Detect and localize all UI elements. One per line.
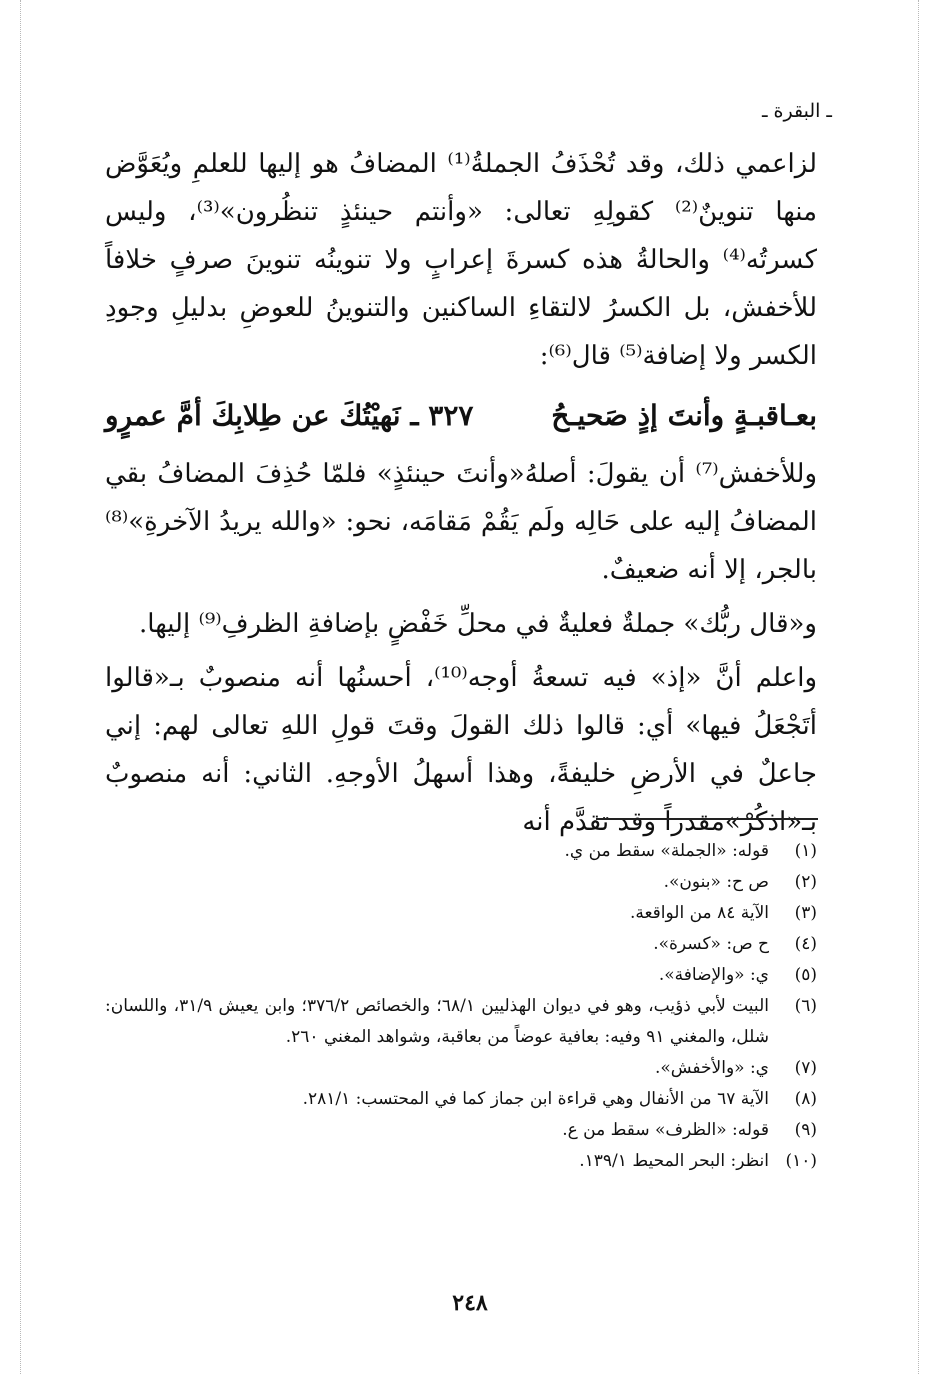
footnotes xyxy=(105,836,817,1177)
footnote-text: الآية ٨٤ من الواقعة. xyxy=(629,903,769,923)
footnote-number: (٥) xyxy=(794,965,817,985)
footnote-number: (١) xyxy=(794,841,817,861)
footnote-number: (٤) xyxy=(794,934,817,954)
main-text xyxy=(105,140,817,846)
scan-edge-right xyxy=(918,0,919,1374)
footnote xyxy=(105,1084,817,1115)
footnote xyxy=(105,991,817,1053)
footnote-text: ي: «والأخفش». xyxy=(654,1058,769,1078)
footnote-number: (٦) xyxy=(794,996,817,1016)
paragraph-3: و«قال ربُّك» جملةٌ فعليةٌ في محلِّ خَفْضٍ بإضافةِ الظرفِ⁽⁹⁾ إليها. xyxy=(139,609,817,639)
footnote-number: (٣) xyxy=(794,903,817,923)
verse-first-half: نَهيْتُكَ عن طِلابِكَ أمَّ عمرٍو xyxy=(105,399,401,432)
paragraph-2: وللأخفش⁽⁷⁾ أن يقولَ: أصلهُ«وأنتَ حينئذٍ» فلمّا حُذِفَ المضافُ بقي المضافُ إليه على حَالِه ولَم يَقُمْ مَقامَه، نحو: «والله يريدُ الآخرةِ»⁽⁸⁾ بالجر، إلا أنه ضعيفٌ. xyxy=(105,459,817,585)
verse-second-half: بعـاقبـةٍ وأنتَ إذٍ صَحيـحُ xyxy=(551,399,817,432)
footnote-text: ح ص: «كسرة». xyxy=(653,934,769,954)
paragraph-4: واعلم أنَّ «إذ» فيه تسعةُ أوجه⁽¹⁰⁾، أحسنُها أنه منصوبٌ بـ«قالوا أتَجْعَلُ فيها» أي: قالوا ذلك القولَ وقتَ قولِ اللهِ تعالى لهم: إني جاعلٌ في الأرضِ خليفةً، وهذا أسهلُ الأوجهِ. الثاني: أنه منصوبٌ بـ«اذكُرْ»مقدراً وقد تقدَّم أنه xyxy=(105,663,817,837)
verse-number: ٣٢٧ ـ xyxy=(410,399,474,432)
running-header: ـ البقرة ـ xyxy=(761,100,832,122)
footnote-separator xyxy=(596,818,818,820)
footnote-number: (٩) xyxy=(794,1120,817,1140)
footnote xyxy=(105,836,817,867)
footnote-number: (٨) xyxy=(794,1089,817,1109)
footnote xyxy=(105,898,817,929)
footnote xyxy=(105,960,817,991)
footnote-number: (١٠) xyxy=(785,1151,817,1171)
paragraph-1: لزاعمي ذلك، وقد تُحْذَفُ الجملةُ⁽¹⁾ المضافُ هو إليها للعلمِ ويُعَوَّض منها تنوينٌ⁽²⁾ كقولِهِ تعالى: «وأنتم حينئذٍ تنظُرون»⁽³⁾، وليس كسرتُه⁽⁴⁾ والحالةُ هذه كسرةَ إعرابٍ ولا تنوينُه تنوينَ صرفٍ خلافاً للأخفش، بل الكسرُ لالتقاءِ الساكنين والتنوينُ للعوضِ بدليلِ وجودِ الكسر ولا إضافة⁽⁵⁾ قال⁽⁶⁾: xyxy=(105,149,818,371)
footnote-text: قوله: «الظرف» سقط من ع. xyxy=(562,1120,769,1140)
footnote xyxy=(105,1146,817,1177)
footnote xyxy=(105,1053,817,1084)
footnote-text: ي: «والإضافة». xyxy=(658,965,769,985)
footnote xyxy=(105,1115,817,1146)
footnote-text: انظر: البحر المحيط ١٣٩/١. xyxy=(579,1151,769,1171)
page-number: ٢٤٨ xyxy=(452,1290,488,1316)
poetry-verse xyxy=(105,388,817,444)
footnote-text: قوله: «الجملة» سقط من ي. xyxy=(564,841,769,861)
footnote-text: ص ح: «بنون». xyxy=(663,872,769,892)
footnote xyxy=(105,929,817,960)
scan-edge-left xyxy=(20,0,21,1374)
footnote-number: (٧) xyxy=(794,1058,817,1078)
footnote-text: الآية ٦٧ من الأنفال وهي قراءة ابن جماز كما في المحتسب: ٢٨١/١. xyxy=(302,1089,769,1109)
footnote xyxy=(105,867,817,898)
footnote-number: (٢) xyxy=(794,872,817,892)
verse-hemistich-1 xyxy=(105,388,473,444)
footnote-text: البيت لأبي ذؤيب، وهو في ديوان الهذليين ٦٨/١؛ والخصائص ٣٧٦/٢؛ وابن يعيش ٣١/٩، واللسان: شلل، والمغني ٩١ وفيه: بعافية عوضاً من بعاقبة، وشواهد المغني ٢٦٠. xyxy=(105,996,769,1047)
